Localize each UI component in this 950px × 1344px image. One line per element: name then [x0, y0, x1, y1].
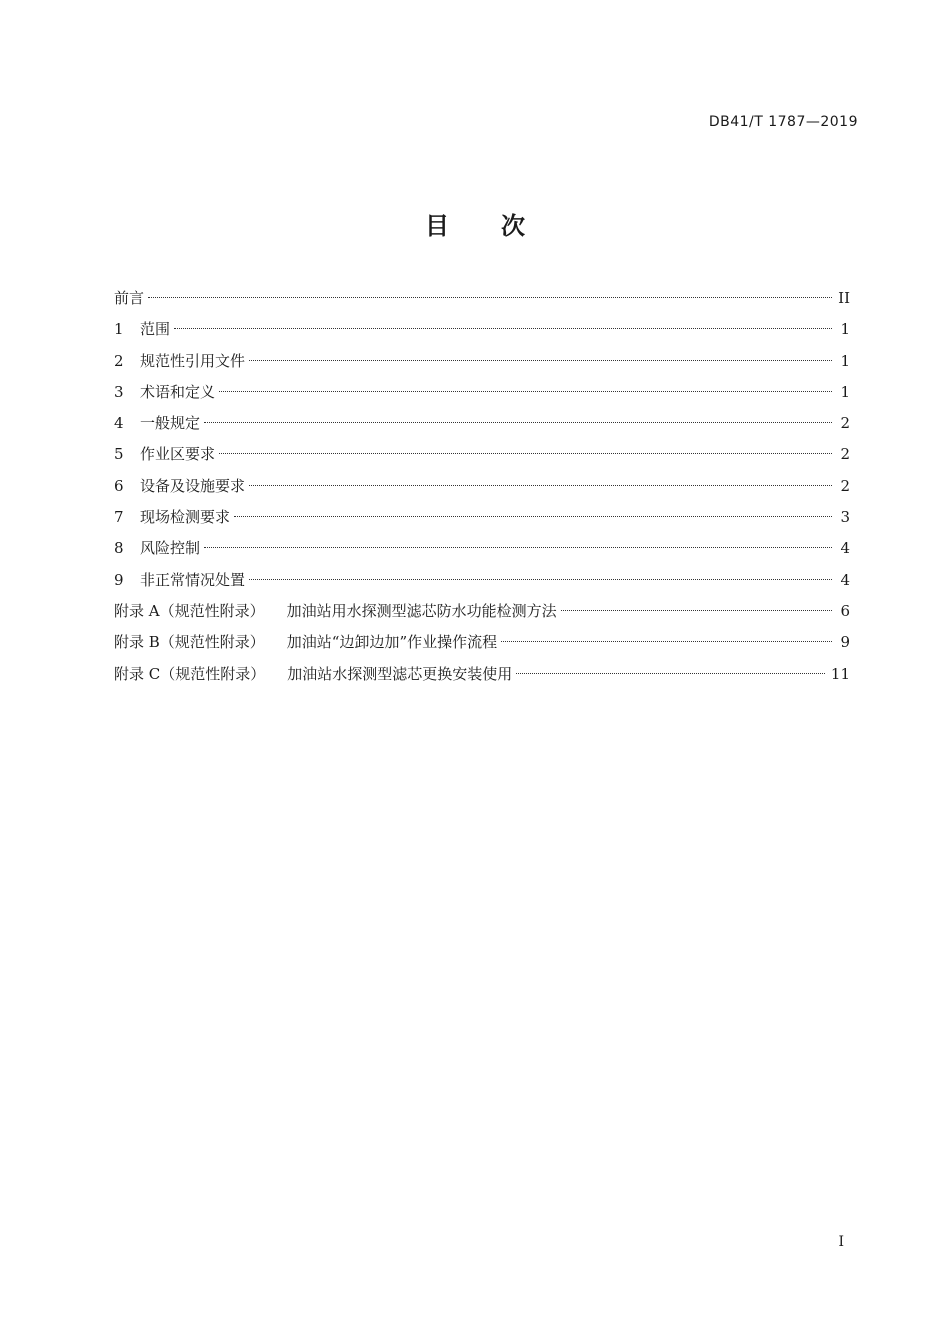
toc-entry-5[interactable] [114, 441, 850, 472]
toc-entry-appendix-b[interactable] [114, 629, 850, 660]
toc-entry-foreword[interactable] [114, 285, 850, 316]
toc-entry-page: II [838, 289, 850, 307]
table-of-contents [114, 285, 850, 692]
toc-entry-8[interactable] [114, 535, 850, 566]
toc-appendix-prefix: 附录 A（规范性附录） [114, 601, 265, 620]
toc-entry-2[interactable] [114, 348, 850, 379]
toc-entry-number: 1 [114, 320, 124, 339]
toc-entry-label: 范围 [140, 320, 171, 339]
toc-entry-label: 现场检测要求 [140, 508, 231, 527]
toc-entry-number: 9 [114, 570, 124, 589]
toc-entry-page: 1 [840, 320, 850, 339]
toc-entry-number: 3 [114, 382, 124, 401]
toc-entry-label: 一般规定 [140, 414, 201, 433]
page-number: I [838, 1234, 844, 1250]
toc-entry-7[interactable] [114, 504, 850, 535]
title-char-1: 目 [425, 212, 449, 240]
toc-entry-appendix-a[interactable] [114, 598, 850, 629]
toc-entry-label: 风险控制 [140, 539, 201, 558]
toc-entry-number: 4 [114, 414, 124, 433]
toc-dot-leader [204, 422, 832, 423]
toc-entry-1[interactable] [114, 316, 850, 347]
toc-entry-label: 非正常情况处置 [140, 570, 246, 589]
toc-entry-3[interactable] [114, 379, 850, 410]
toc-appendix-prefix: 附录 B（规范性附录） [114, 633, 265, 652]
toc-entry-number: 7 [114, 508, 124, 527]
toc-entry-page: 3 [840, 508, 850, 527]
document-code: DB41/T 1787—2019 [708, 114, 858, 130]
toc-entry-number: 5 [114, 445, 124, 464]
toc-dot-leader [516, 673, 825, 674]
toc-dot-leader [249, 485, 832, 486]
toc-entry-page: 4 [840, 539, 850, 558]
toc-entry-page: 2 [840, 414, 850, 433]
toc-entry-label: 加油站水探测型滤芯更换安装使用 [287, 664, 513, 683]
toc-appendix-prefix: 附录 C（规范性附录） [114, 664, 266, 683]
toc-entry-page: 9 [840, 633, 850, 652]
toc-entry-number: 8 [114, 539, 124, 558]
toc-entry-number: 2 [114, 351, 124, 370]
toc-entry-page: 1 [840, 351, 850, 370]
toc-entry-page: 4 [840, 570, 850, 589]
toc-dot-leader [561, 610, 832, 611]
toc-dot-leader [219, 391, 832, 392]
toc-entry-appendix-c[interactable] [114, 661, 850, 692]
toc-entry-page: 1 [840, 382, 850, 401]
toc-entry-label: 前言 [114, 289, 145, 307]
toc-entry-page: 2 [840, 445, 850, 464]
toc-entry-label: 作业区要求 [140, 445, 216, 464]
toc-entry-9[interactable] [114, 567, 850, 598]
toc-entry-label: 术语和定义 [140, 382, 216, 401]
toc-entry-label: 加油站用水探测型滤芯防水功能检测方法 [286, 601, 557, 620]
toc-dot-leader [501, 641, 832, 642]
toc-dot-leader [204, 547, 832, 548]
toc-dot-leader [174, 328, 832, 329]
page-title [0, 206, 950, 241]
toc-entry-page: 11 [830, 664, 850, 683]
toc-entry-label: 加油站“边卸边加”作业操作流程 [286, 633, 498, 652]
title-char-2: 次 [501, 212, 525, 240]
toc-dot-leader [234, 516, 832, 517]
toc-entry-number: 6 [114, 476, 124, 495]
toc-entry-label: 规范性引用文件 [140, 351, 246, 370]
toc-dot-leader [249, 579, 832, 580]
toc-entry-6[interactable] [114, 473, 850, 504]
toc-dot-leader [148, 297, 832, 298]
toc-entry-label: 设备及设施要求 [140, 476, 246, 495]
toc-dot-leader [219, 453, 832, 454]
toc-entry-4[interactable] [114, 410, 850, 441]
toc-dot-leader [249, 360, 832, 361]
toc-entry-page: 2 [840, 476, 850, 495]
toc-entry-page: 6 [840, 601, 850, 620]
